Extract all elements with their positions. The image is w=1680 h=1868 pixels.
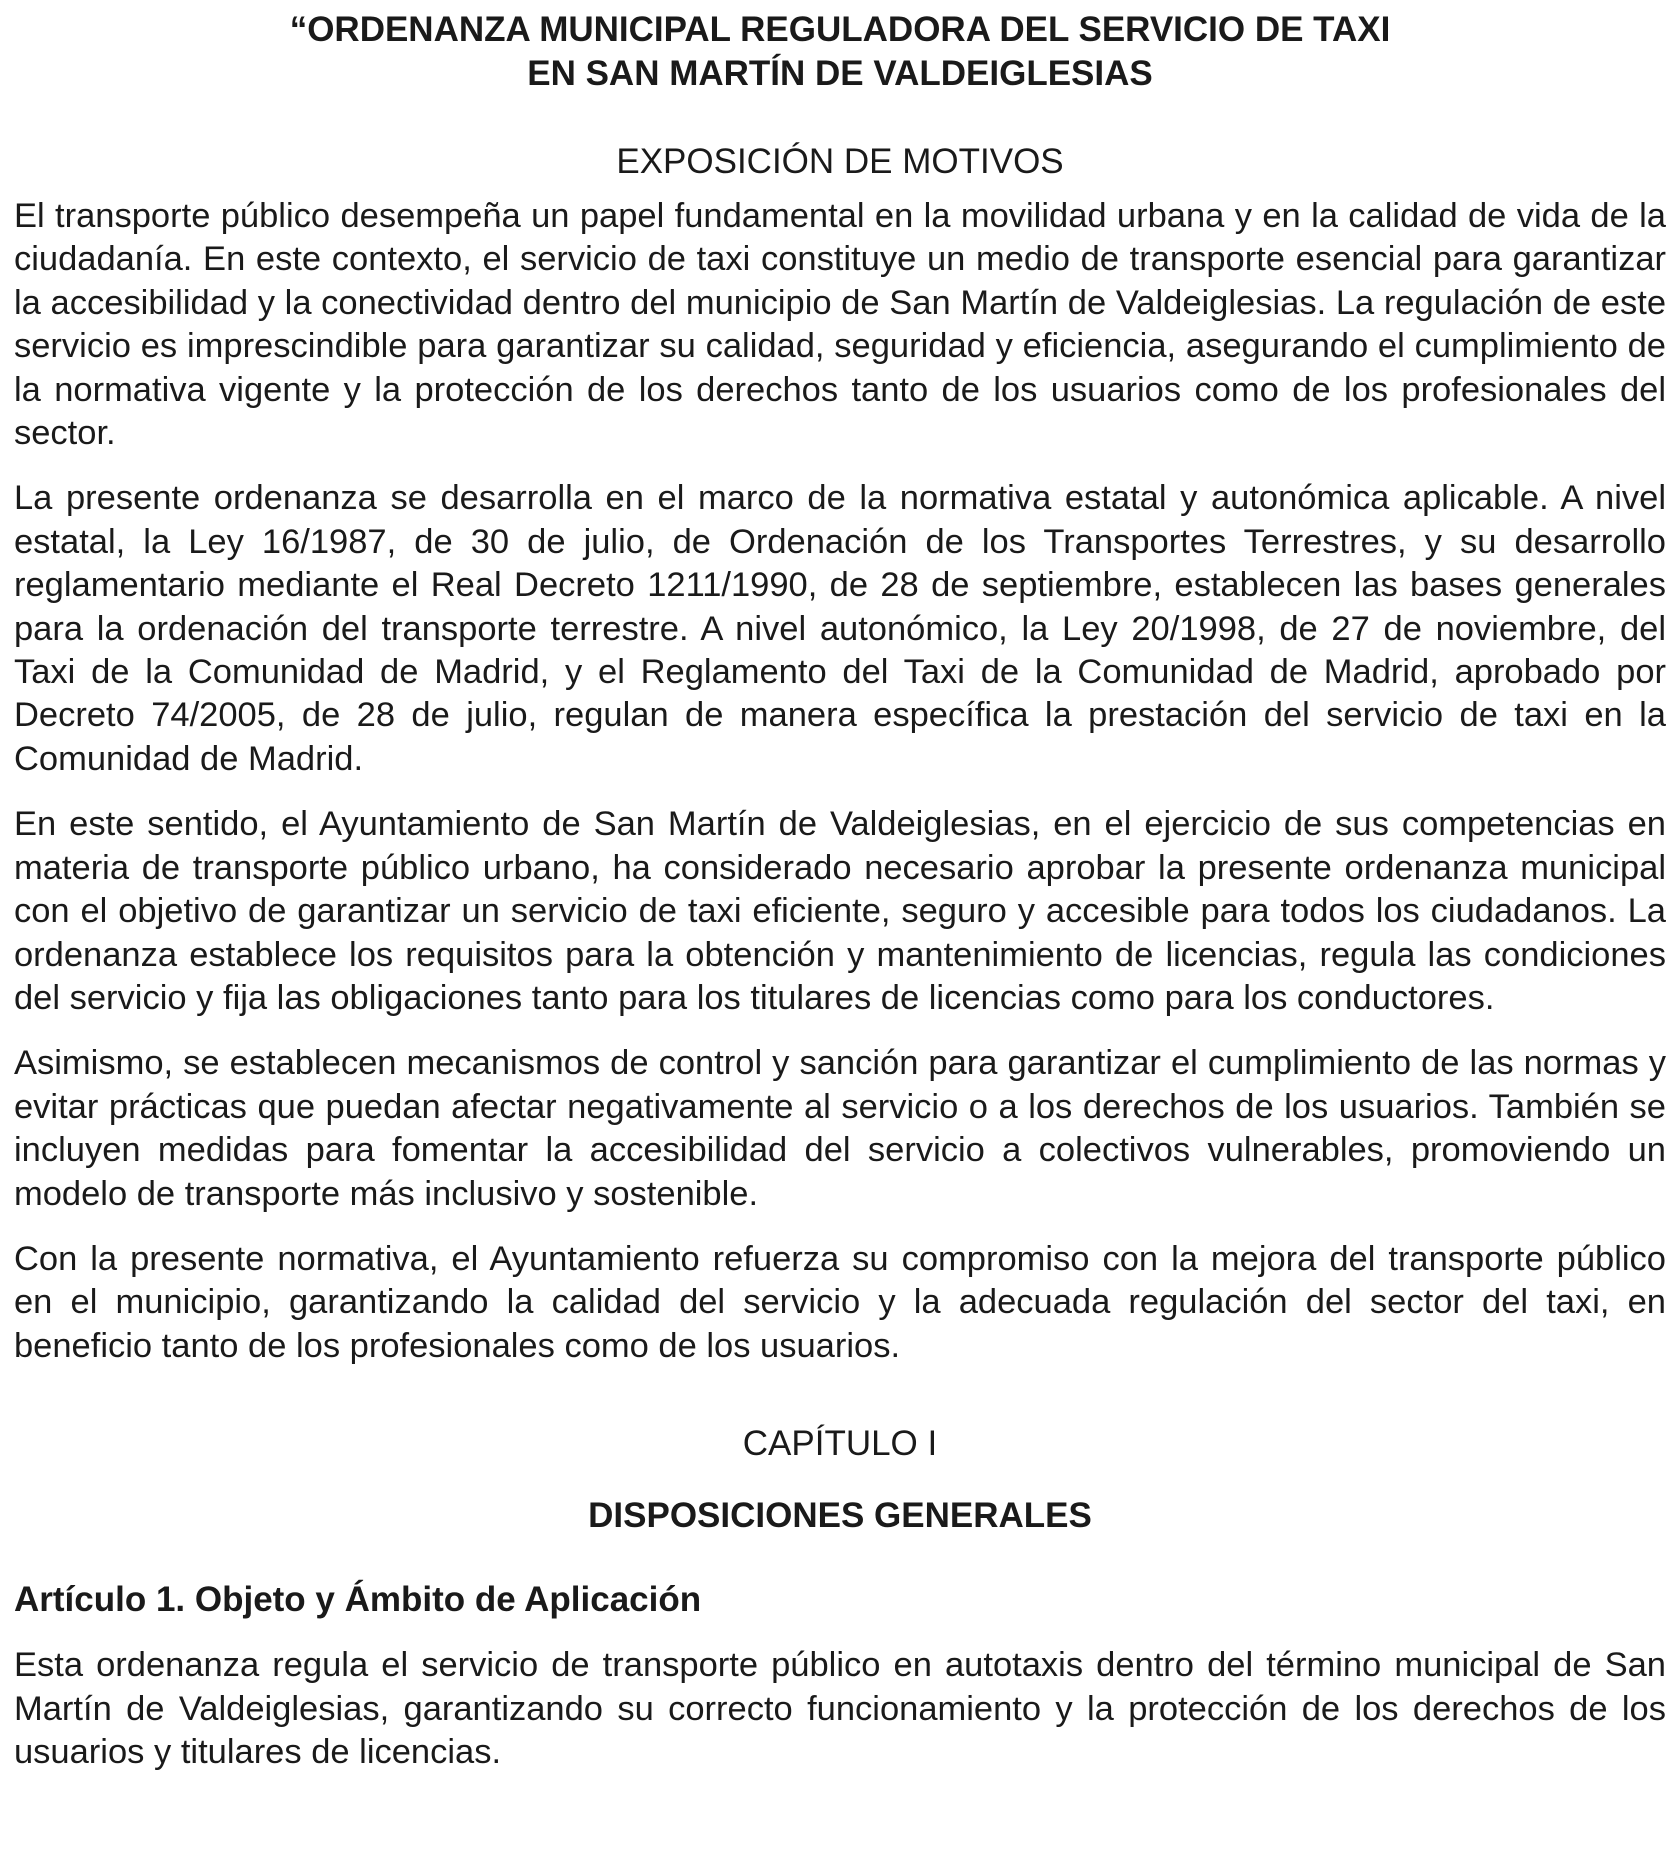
- document-title-line-2: EN SAN MARTÍN DE VALDEIGLESIAS: [527, 54, 1153, 93]
- exposicion-paragraph-3: En este sentido, el Ayuntamiento de San Martín de Valdeiglesias, en el ejercicio de sus competencias en materia de transporte público urbano, ha considerado necesario aprobar la presente ordenanza municipal con el objetivo de garantizar un servicio de taxi eficiente, seguro y accesible para todos los ciudadanos. La ordenanza establece los requisitos para la obtención y mantenimiento de licencias, regula las condiciones del servicio y fija las obligaciones tanto para los titulares de licencias como para los conductores.: [14, 805, 1666, 1017]
- exposicion-paragraph-4: Asimismo, se establecen mecanismos de control y sanción para garantizar el cumplimiento de las normas y evitar prácticas que puedan afectar negativamente al servicio o a los derechos de los usuarios. También se incluyen medidas para fomentar la accesibilidad del servicio a colectivos vulnerables, promoviendo un modelo de transporte más inclusivo y sostenible.: [14, 1044, 1666, 1213]
- exposicion-heading: EXPOSICIÓN DE MOTIVOS: [616, 142, 1064, 181]
- chapter-title: DISPOSICIONES GENERALES: [588, 1496, 1092, 1536]
- document-title: [14, 8, 1666, 96]
- document-page: [14, 8, 1666, 1774]
- exposicion-paragraph-1: El transporte público desempeña un papel fundamental en la movilidad urbana y en la calidad de vida de la ciudadanía. En este contexto, el servicio de taxi constituye un medio de transporte esencial para garantizar la accesibilidad y la conectividad dentro del municipio de San Martín de Valdeiglesias. La regulación de este servicio es imprescindible para garantizar su calidad, seguridad y eficiencia, asegurando el cumplimiento de la normativa vigente y la protección de los derechos tanto de los usuarios como de los profesionales del sector.: [14, 197, 1666, 453]
- exposicion-paragraph-5: Con la presente normativa, el Ayuntamiento refuerza su compromiso con la mejora del transporte público en el municipio, garantizando la calidad del servicio y la adecuada regulación del sector del taxi, en beneficio tanto de los profesionales como de los usuarios.: [14, 1239, 1666, 1365]
- article-1-text: Esta ordenanza regula el servicio de transporte público en autotaxis dentro del término municipal de San Martín de Valdeiglesias, garantizando su correcto funcionamiento y la protección de los derechos de los usuarios y titulares de licencias.: [14, 1646, 1666, 1771]
- document-title-line-1: “ORDENANZA MUNICIPAL REGULADORA DEL SERVICIO DE TAXI: [289, 10, 1391, 49]
- chapter-heading: CAPÍTULO I: [742, 1424, 938, 1464]
- exposicion-paragraph-2: La presente ordenanza se desarrolla en el marco de la normativa estatal y autonómica aplicable. A nivel estatal, la Ley 16/1987, de 30 de julio, de Ordenación de los Transportes Terrestres, y su desarrollo reglamentario mediante el Real Decreto 1211/1990, de 28 de septiembre, establecen las bases generales para la ordenación del transporte terrestre. A nivel autonómico, la Ley 20/1998, de 27 de noviembre, del Taxi de la Comunidad de Madrid, y el Reglamento del Taxi de la Comunidad de Madrid, aprobado por Decreto 74/2005, de 28 de julio, regulan de manera específica la prestación del servicio de taxi en la Comunidad de Madrid.: [14, 479, 1666, 778]
- article-1-heading: Artículo 1. Objeto y Ámbito de Aplicación: [14, 1580, 702, 1620]
